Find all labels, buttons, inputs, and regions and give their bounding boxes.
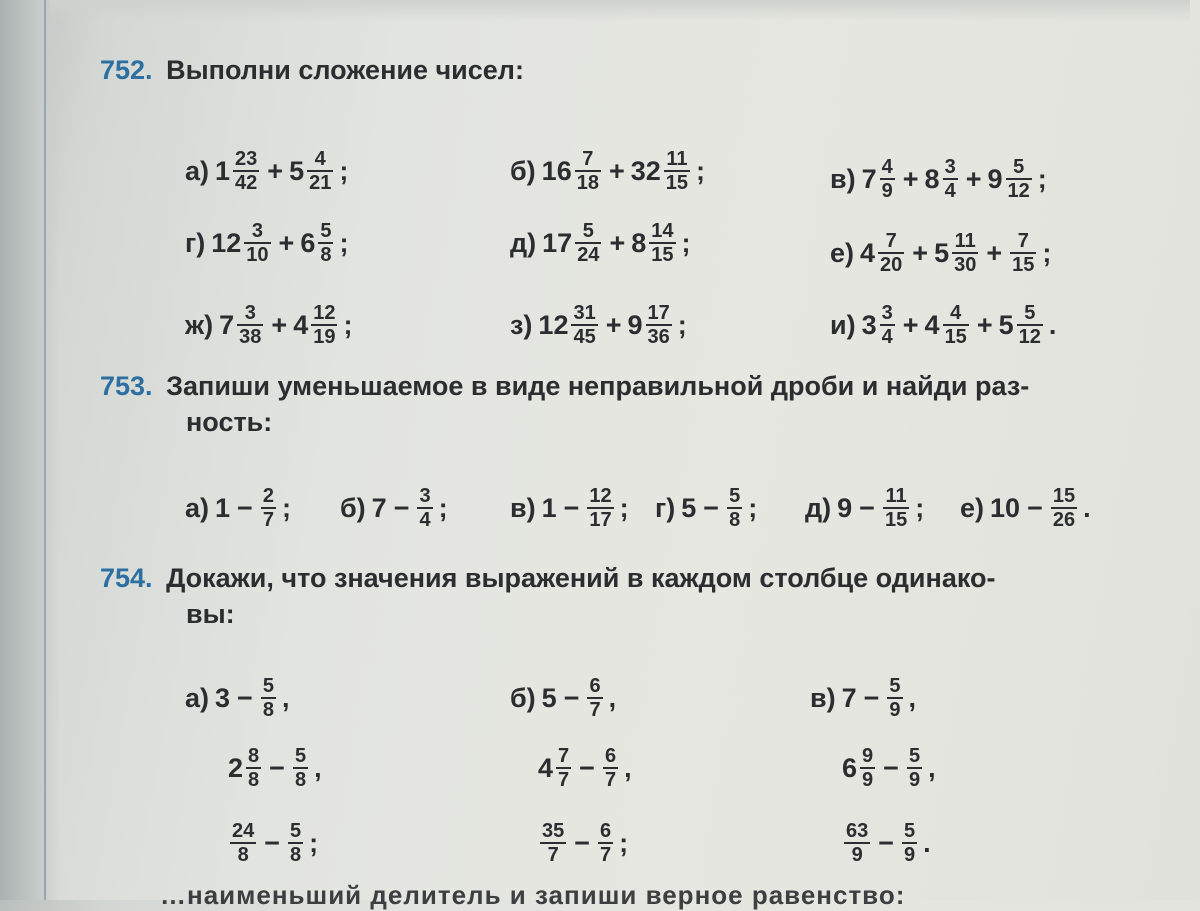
fraction <box>230 820 256 866</box>
whole-part: 7 <box>841 682 857 713</box>
operator: + <box>902 163 919 194</box>
denominator: 9 <box>881 180 893 202</box>
fraction <box>598 820 613 866</box>
denominator: 19 <box>313 326 336 348</box>
denominator: 9 <box>862 769 874 791</box>
item-end-punctuation: ; <box>339 155 349 186</box>
numerator: 6 <box>604 745 617 767</box>
numerator: 7 <box>1017 230 1029 252</box>
whole-part: 5 <box>289 155 305 186</box>
numerator: 3 <box>944 156 956 178</box>
exercise-item <box>185 148 348 194</box>
operator: + <box>902 309 919 340</box>
item-label: б) <box>510 155 536 186</box>
numerator: 6 <box>600 820 612 842</box>
whole-part: 7 <box>861 163 877 194</box>
item-label: б) <box>340 492 366 523</box>
item-end-punctuation: , <box>608 682 617 713</box>
numerator: 63 <box>846 820 869 842</box>
operator: + <box>976 309 993 340</box>
operator: + <box>267 155 284 186</box>
numerator: 5 <box>729 485 741 507</box>
denominator: 8 <box>262 699 274 721</box>
operator: + <box>278 227 295 258</box>
item-end-punctuation: . <box>1048 309 1057 340</box>
exercise-item <box>830 156 1047 202</box>
whole-part: 6 <box>842 752 858 783</box>
denominator: 12 <box>1018 326 1041 348</box>
fraction <box>664 148 690 194</box>
task-754-number: 754. <box>100 563 153 593</box>
denominator: 45 <box>573 326 596 348</box>
fraction <box>880 302 895 348</box>
fraction <box>603 745 618 791</box>
item-end-punctuation: ; <box>309 827 319 858</box>
whole-part: 9 <box>627 309 643 340</box>
task-752 <box>100 52 1160 88</box>
fraction <box>1006 156 1032 202</box>
numerator: 4 <box>881 156 893 178</box>
denominator: 8 <box>237 844 249 866</box>
whole-part: 32 <box>630 155 661 186</box>
item-end-punctuation: ; <box>1042 237 1052 268</box>
whole-part: 5 <box>681 492 697 523</box>
task-753-title-line2-wrap <box>186 404 1160 440</box>
fraction <box>727 485 742 531</box>
operator: − <box>579 752 595 783</box>
item-label: в) <box>830 163 856 194</box>
fraction <box>261 675 276 721</box>
whole-part: 2 <box>228 752 244 783</box>
item-label: а) <box>185 155 210 186</box>
operator: − <box>393 492 410 523</box>
task-753-title-line2: ность: <box>186 407 273 437</box>
numerator: 4 <box>950 302 962 324</box>
exercise-item <box>810 675 916 721</box>
denominator: 7 <box>547 844 559 866</box>
task-753 <box>100 368 1160 440</box>
fraction <box>907 745 922 791</box>
numerator: 3 <box>419 485 431 507</box>
operator: − <box>269 752 285 783</box>
item-end-punctuation: . <box>923 827 931 858</box>
exercise-item <box>538 820 628 866</box>
fraction <box>575 220 601 266</box>
denominator: 30 <box>954 254 977 276</box>
operator: − <box>883 752 899 783</box>
exercise-item <box>510 220 691 266</box>
operator: + <box>965 163 982 194</box>
numerator: 7 <box>558 745 570 767</box>
fraction <box>646 302 672 348</box>
numerator: 4 <box>314 148 326 170</box>
whole-part: 5 <box>934 237 950 268</box>
fraction <box>1010 230 1036 276</box>
item-end-punctuation: ; <box>681 227 691 258</box>
fraction <box>417 485 432 531</box>
numerator: 5 <box>294 745 307 767</box>
task-754-title-line2-wrap <box>186 596 1160 632</box>
exercise-item <box>510 302 687 348</box>
whole-part: 3 <box>215 682 231 713</box>
numerator: 6 <box>589 675 601 697</box>
item-end-punctuation: , <box>624 752 632 783</box>
operator: − <box>237 492 253 523</box>
whole-part: 4 <box>538 752 554 783</box>
whole-part: 1 <box>215 492 231 523</box>
numerator: 3 <box>881 302 893 324</box>
numerator: 2 <box>262 485 274 507</box>
operator: + <box>271 309 288 340</box>
denominator: 9 <box>889 699 901 721</box>
fraction <box>587 675 602 721</box>
operator: − <box>1027 492 1043 523</box>
operator: − <box>703 492 720 523</box>
denominator: 12 <box>1007 180 1030 202</box>
item-label: г) <box>185 227 206 258</box>
operator: + <box>912 237 929 268</box>
numerator: 31 <box>573 302 596 324</box>
denominator: 26 <box>1052 509 1076 531</box>
denominator: 7 <box>600 844 612 866</box>
exercise-item <box>538 745 632 791</box>
numerator: 35 <box>542 820 565 842</box>
numerator: 5 <box>290 820 302 842</box>
denominator: 38 <box>239 326 262 348</box>
numerator: 12 <box>589 485 612 507</box>
fraction <box>556 745 571 791</box>
operator: + <box>605 309 622 340</box>
denominator: 4 <box>419 509 431 531</box>
denominator: 9 <box>851 844 863 866</box>
task-754-title-line2: вы: <box>186 599 235 629</box>
numerator: 11 <box>666 148 688 170</box>
whole-part: 16 <box>541 155 572 186</box>
denominator: 24 <box>577 244 600 266</box>
fraction <box>844 820 870 866</box>
page-top-edge <box>50 0 1190 22</box>
numerator: 5 <box>889 675 901 697</box>
fraction <box>318 220 333 266</box>
fraction <box>575 148 601 194</box>
whole-part: 4 <box>924 309 940 340</box>
exercise-item <box>228 820 318 866</box>
fraction <box>880 156 895 202</box>
item-label: г) <box>655 492 676 523</box>
fraction <box>1017 302 1043 348</box>
fraction <box>649 220 675 266</box>
denominator: 18 <box>576 172 599 194</box>
numerator: 5 <box>908 745 921 767</box>
fraction <box>1051 485 1077 531</box>
operator: − <box>563 682 580 713</box>
item-label: а) <box>185 492 210 523</box>
whole-part: 6 <box>300 227 316 258</box>
numerator: 5 <box>904 820 916 842</box>
whole-part: 7 <box>219 309 235 340</box>
exercise-item <box>185 485 291 531</box>
numerator: 17 <box>647 302 670 324</box>
page-margin-line <box>44 0 46 900</box>
numerator: 23 <box>235 148 258 170</box>
exercise-item <box>510 675 616 721</box>
fraction <box>307 148 333 194</box>
numerator: 24 <box>232 820 255 842</box>
cut-off-bottom-text: …наименьший делитель и запиши верное равенство: <box>160 880 906 910</box>
denominator: 8 <box>294 769 307 791</box>
denominator: 8 <box>320 244 332 266</box>
denominator: 10 <box>246 244 269 266</box>
fraction <box>943 156 958 202</box>
item-label: д) <box>805 492 832 523</box>
denominator: 4 <box>944 180 956 202</box>
fraction <box>887 675 902 721</box>
operator: + <box>986 237 1003 268</box>
fraction <box>540 820 566 866</box>
whole-part: 9 <box>987 163 1003 194</box>
operator: − <box>237 682 253 713</box>
item-label: е) <box>830 237 855 268</box>
whole-part: 5 <box>541 682 557 713</box>
denominator: 7 <box>589 699 601 721</box>
denominator: 15 <box>665 172 689 194</box>
denominator: 17 <box>589 509 612 531</box>
item-end-punctuation: ; <box>696 155 706 186</box>
item-end-punctuation: ; <box>1037 163 1047 194</box>
fraction <box>902 820 917 866</box>
item-end-punctuation: ; <box>343 309 353 340</box>
whole-part: 8 <box>631 227 647 258</box>
denominator: 8 <box>729 509 741 531</box>
operator: + <box>608 155 625 186</box>
item-end-punctuation: , <box>281 682 290 713</box>
fraction <box>587 485 613 531</box>
fraction <box>246 745 261 791</box>
exercise-item <box>842 745 936 791</box>
item-end-punctuation: , <box>928 752 936 783</box>
numerator: 11 <box>954 230 976 252</box>
fraction <box>233 148 259 194</box>
numerator: 3 <box>244 302 256 324</box>
exercise-item <box>830 230 1051 276</box>
denominator: 15 <box>651 244 674 266</box>
denominator: 7 <box>558 769 570 791</box>
whole-part: 17 <box>542 227 573 258</box>
item-end-punctuation: , <box>908 682 917 713</box>
numerator: 5 <box>1013 156 1025 178</box>
fraction <box>943 302 969 348</box>
numerator: 9 <box>862 745 874 767</box>
fraction <box>883 485 909 531</box>
whole-part: 1 <box>215 155 231 186</box>
numerator: 3 <box>251 220 263 242</box>
task-753-number: 753. <box>100 371 153 401</box>
exercise-item <box>185 302 352 348</box>
fraction <box>878 230 904 276</box>
exercise-item <box>510 148 705 194</box>
item-label: а) <box>185 682 210 713</box>
item-label: в) <box>510 492 536 523</box>
whole-part: 9 <box>837 492 853 523</box>
whole-part: 1 <box>541 492 557 523</box>
denominator: 15 <box>884 509 908 531</box>
item-label: ж) <box>185 309 214 340</box>
numerator: 11 <box>885 485 907 507</box>
numerator: 5 <box>1024 302 1036 324</box>
denominator: 21 <box>309 172 332 194</box>
whole-part: 4 <box>860 237 876 268</box>
denominator: 8 <box>290 844 302 866</box>
task-754-heading <box>100 560 1160 596</box>
whole-part: 12 <box>211 227 242 258</box>
exercise-item <box>510 485 629 531</box>
item-end-punctuation: ; <box>619 827 629 858</box>
item-label: е) <box>960 492 985 523</box>
operator: − <box>859 492 875 523</box>
exercise-item <box>228 745 322 791</box>
exercise-item <box>655 485 757 531</box>
item-label: д) <box>510 227 537 258</box>
fraction <box>293 745 308 791</box>
item-label: б) <box>510 682 536 713</box>
item-label: в) <box>810 682 836 713</box>
task-752-heading <box>100 52 1160 88</box>
task-753-title-line1: Запиши уменьшаемое в виде неправильной дроби и найди раз- <box>166 371 1030 401</box>
task-752-title: Выполни сложение чисел: <box>166 55 524 85</box>
item-end-punctuation: ; <box>619 492 629 523</box>
fraction <box>952 230 978 276</box>
numerator: 8 <box>248 745 260 767</box>
exercise-item <box>340 485 448 531</box>
item-end-punctuation: ; <box>915 492 925 523</box>
whole-part: 8 <box>924 163 940 194</box>
whole-part: 3 <box>861 309 877 340</box>
exercise-item <box>842 820 931 866</box>
fraction <box>311 302 337 348</box>
item-label: и) <box>830 309 856 340</box>
denominator: 15 <box>1012 254 1035 276</box>
item-end-punctuation: , <box>314 752 322 783</box>
operator: − <box>863 682 880 713</box>
operator: − <box>563 492 580 523</box>
numerator: 5 <box>582 220 594 242</box>
numerator: 5 <box>262 675 274 697</box>
operator: + <box>609 227 626 258</box>
fraction <box>571 302 597 348</box>
item-end-punctuation: ; <box>748 492 758 523</box>
numerator: 14 <box>651 220 674 242</box>
numerator: 5 <box>320 220 332 242</box>
task-754 <box>100 560 1160 632</box>
exercise-item <box>830 302 1056 348</box>
whole-part: 5 <box>998 309 1014 340</box>
denominator: 8 <box>248 769 260 791</box>
fraction <box>261 485 276 531</box>
operator: − <box>264 827 281 858</box>
denominator: 9 <box>904 844 916 866</box>
denominator: 7 <box>604 769 617 791</box>
numerator: 7 <box>885 230 897 252</box>
denominator: 4 <box>881 326 893 348</box>
item-end-punctuation: ; <box>339 227 349 258</box>
denominator: 9 <box>908 769 921 791</box>
denominator: 20 <box>880 254 903 276</box>
page-edge-shadow <box>0 0 60 900</box>
denominator: 7 <box>262 509 274 531</box>
operator: − <box>574 827 591 858</box>
item-end-punctuation: ; <box>677 309 687 340</box>
denominator: 42 <box>235 172 258 194</box>
task-754-title-line1: Докажи, что значения выражений в каждом столбце одинако- <box>166 563 996 593</box>
fraction <box>860 745 875 791</box>
denominator: 15 <box>944 326 967 348</box>
task-753-heading <box>100 368 1160 404</box>
exercise-item <box>185 220 348 266</box>
operator: − <box>878 827 895 858</box>
item-end-punctuation: ; <box>281 492 291 523</box>
numerator: 15 <box>1052 485 1076 507</box>
numerator: 12 <box>313 302 336 324</box>
exercise-item <box>805 485 924 531</box>
item-label: з) <box>510 309 533 340</box>
denominator: 36 <box>647 326 670 348</box>
whole-part: 10 <box>990 492 1021 523</box>
whole-part: 7 <box>371 492 387 523</box>
exercise-item <box>960 485 1091 531</box>
whole-part: 4 <box>293 309 309 340</box>
exercise-item <box>185 675 289 721</box>
numerator: 7 <box>582 148 594 170</box>
item-end-punctuation: . <box>1083 492 1091 523</box>
task-752-number: 752. <box>100 55 153 85</box>
whole-part: 12 <box>538 309 569 340</box>
fraction <box>237 302 263 348</box>
item-end-punctuation: ; <box>438 492 448 523</box>
fraction <box>288 820 303 866</box>
fraction <box>244 220 270 266</box>
